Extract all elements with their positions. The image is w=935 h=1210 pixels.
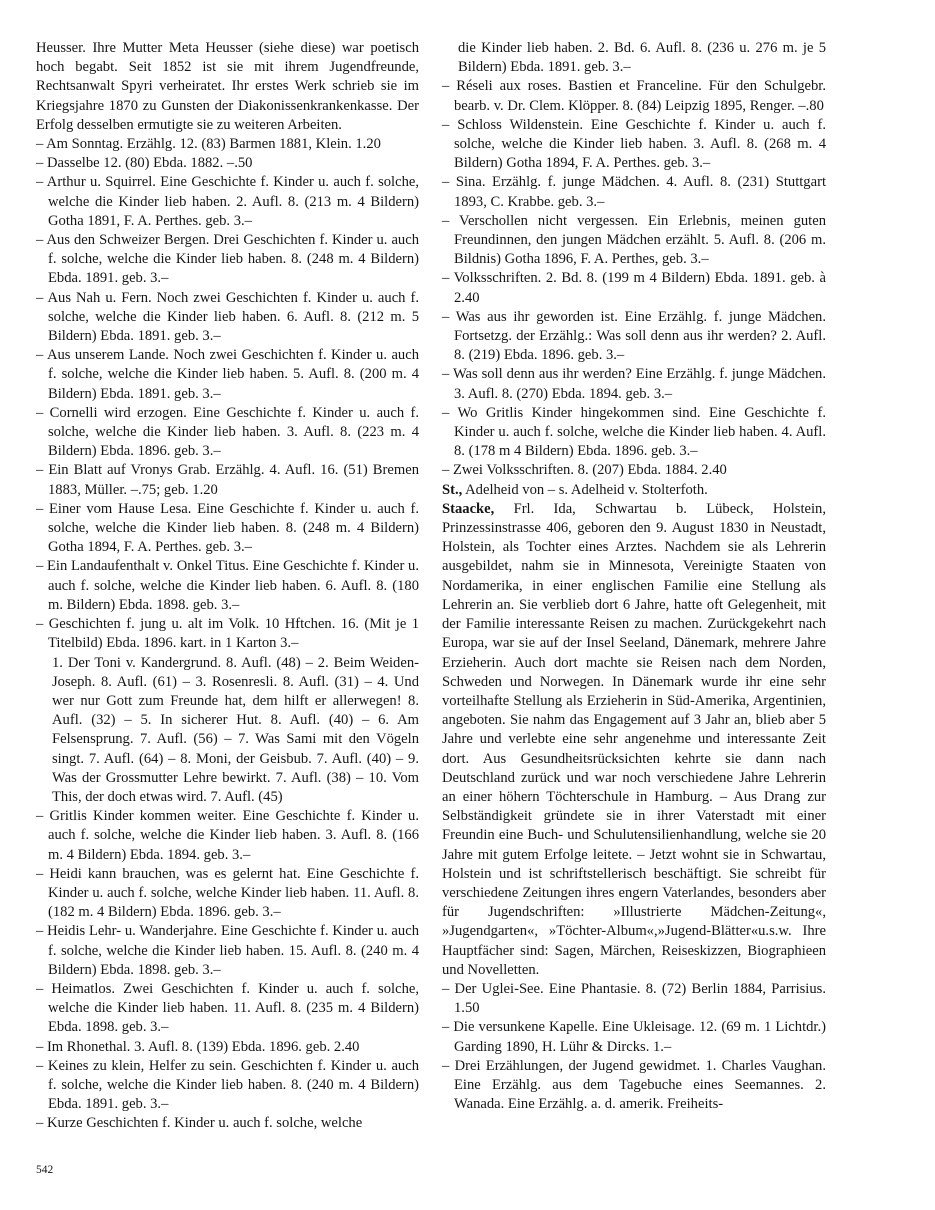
bibliography-entry: – Heimatlos. Zwei Geschichten f. Kinder u. auch f. solche, welche die Kinder lieb haben. 11. Aufl. 8. (235 m. 4 Bildern) Ebda. 1898. geb. 3.– [36,980,419,1036]
cross-reference-entry [442,481,826,500]
bibliography-entry: – Arthur u. Squirrel. Eine Geschichte f. Kinder u. auch f. solche, welche die Kinder lieb haben. 2. Aufl. 8. (213 m. 4 Bildern) Gotha 1891, F. A. Perthes. geb. 3.– [36,174,419,229]
bibliography-entry: – Heidis Lehr- u. Wanderjahre. Eine Geschichte f. Kinder u. auch f. solche, welche die Kinder lieb haben. 15. Aufl. 8. (240 m. 4 Bildern) Ebda. 1898. geb. 3.– [36,923,419,978]
series-contents-list: 1. Der Toni v. Kandergrund. 8. Aufl. (48) – 2. Beim Weiden-Joseph. 8. Aufl. (61) – 3. Rosenresli. 8. Aufl. (31) – 4. Und wer nur Gott zum Freunde hat, dem hilft er allerwegen! 8. Aufl. (32) – 5. In sicherer Hut. 8. Aufl. (40) – 6. Am Felsensprung. 7. Aufl. (56) – 7. Was Sami mit den Vögeln singt. 7. Aufl. (64) – 8. Moni, der Geisbub. 7. Aufl. (40) – 9. Was der Grossmutter Lehre bewirkt. 7. Aufl. (38) – 10. Vom This, der doch etwas wird. 7. Aufl. (45) [52,654,419,805]
biography-continuation: Heusser. Ihre Mutter Meta Heusser (siehe diese) war poetisch hoch begabt. Seit 1852 ist sie mit ihrem Jugendfreunde, Rechtsanwalt Spyri verheiratet. Ihr erstes Werk schrieb sie im Kriegsjahre 1870 zu Gunsten der Diakonissenkrankenkasse. Der Erfolg desselben ermutigte sie zu weiteren Arbeiten. [36,40,419,133]
bibliography-entry: – Aus Nah u. Fern. Noch zwei Geschichten f. Kinder u. auch f. solche, welche die Kinder lieb haben. 6. Aufl. 8. (212 m. 5 Bildern) Ebda. 1891. geb. 3.– [36,289,419,345]
bibliography-entry: – Einer vom Hause Lesa. Eine Geschichte f. Kinder u. auch f. solche, welche die Kinder lieb haben. 8. (248 m. 4 Bildern) Gotha 1894, F. A. Perthes. geb. 3.– [36,500,419,556]
bibliography-entry: – Aus den Schweizer Bergen. Drei Geschichten f. Kinder u. auch f. solche, welche die Kinder lieb haben. 8. (248 m. 4 Bildern) Ebda. 1891. geb. 3.– [36,232,419,287]
bibliography-entry: – Cornelli wird erzogen. Eine Geschichte f. Kinder u. auch f. solche, welche die Kinder lieb haben. 3. Aufl. 8. (223 m. 4 Bildern) Ebda. 1896. geb. 3.– [36,404,419,460]
bibliography-entry: – Réseli aux roses. Bastien et Franceline. Für den Schulgebr. bearb. v. Dr. Clem. Klöpper. 8. (84) Leipzig 1895, Renger. –.80 [442,78,826,114]
bibliography-entry: – Ein Landaufenthalt v. Onkel Titus. Eine Geschichte f. Kinder u. auch f. solche, welche die Kinder lieb haben. 6. Aufl. 8. (180 m. Bildern) Ebda. 1898. geb. 3.– [36,558,419,613]
right-column [442,39,826,1114]
entry-heading: Staacke, [442,500,495,517]
bibliography-entry: – Aus unserem Lande. Noch zwei Geschichten f. Kinder u. auch f. solche, welche die Kinder lieb haben. 5. Aufl. 8. (200 m. 4 Bildern) Ebda. 1891. geb. 3.– [36,347,419,402]
bibliography-entry: – Der Uglei-See. Eine Phantasie. 8. (72) Berlin 1884, Parrisius. 1.50 [442,980,826,1017]
bibliography-entry: – Verschollen nicht vergessen. Ein Erlebnis, meinen guten Freundinnen, den jungen Mädchen erzählt. 5. Aufl. 8. (206 m. Bildnis) Gotha 1896, F. A. Perthes, geb. 3.– [442,212,826,268]
bibliography-entry: – Drei Erzählungen, der Jugend gewidmet. 1. Charles Vaughan. Eine Erzählg. aus dem Tagebuche eines Seemannes. 2. Wanada. Eine Erzählg. a. d. amerik. Freiheits- [442,1057,826,1113]
bibliography-entry: – Gritlis Kinder kommen weiter. Eine Geschichte f. Kinder u. auch f. solche, welche die Kinder lieb haben. 3. Aufl. 8. (166 m. 4 Bildern) Ebda. 1894. geb. 3.– [36,808,419,863]
bibliography-entry: – Was aus ihr geworden ist. Eine Erzählg. f. junge Mädchen. Fortsetzg. der Erzählg.: Was soll denn aus ihr werden? 2. Aufl. 8. (219) Ebda. 1896. geb. 3.– [442,308,826,364]
left-column [36,39,419,1134]
bibliography-entry: – Wo Gritlis Kinder hingekommen sind. Eine Geschichte f. Kinder u. auch f. solche, welche die Kinder lieb haben. 4. Aufl. 8. (178 m 4 Bildern) Ebda. 1896. geb. 3.– [442,404,826,460]
bibliography-entry: – Keines zu klein, Helfer zu sein. Geschichten f. Kinder u. auch f. solche, welche die Kinder lieb haben. 8. (240 m. 4 Bildern) Ebda. 1891. geb. 3.– [36,1057,419,1113]
entry-heading: St., [442,481,463,498]
bibliography-entry: – Zwei Volksschriften. 8. (207) Ebda. 1884. 2.40 [442,462,727,479]
bibliography-entry: – Ein Blatt auf Vronys Grab. Erzählg. 4. Aufl. 16. (51) Bremen 1883, Müller. –.75; geb. 1.20 [36,462,419,498]
bibliography-entry: – Geschichten f. jung u. alt im Volk. 10 Hftchen. 16. (Mit je 1 Titelbild) Ebda. 1896. kart. in 1 Karton 3.– [36,616,419,652]
bibliography-entry: – Am Sonntag. Erzählg. 12. (83) Barmen 1881, Klein. 1.20 [36,136,381,153]
page-number: 542 [36,1164,54,1176]
bibliography-entry: – Heidi kann brauchen, was es gelernt hat. Eine Geschichte f. Kinder u. auch f. solche, welche Kinder lieb haben. 11. Aufl. 8. (182 m. 4 Bildern) Ebda. 1896. geb. 3.– [36,865,419,921]
entry-continuation: die Kinder lieb haben. 2. Bd. 6. Aufl. 8. (236 u. 276 m. je 5 Bildern) Ebda. 1891. geb. 3.– [458,40,826,76]
bibliography-entry: – Kurze Geschichten f. Kinder u. auch f. solche, welche [36,1115,363,1132]
bibliography-entry: – Schloss Wildenstein. Eine Geschichte f. Kinder u. auch f. solche, welche die Kinder lieb haben. 3. Aufl. 8. (268 m. 4 Bildern) Gotha 1894, F. A. Perthes. geb. 3.– [442,116,826,172]
bibliography-entry: – Im Rhonethal. 3. Aufl. 8. (139) Ebda. 1896. geb. 2.40 [36,1038,360,1055]
bibliography-entry: – Was soll denn aus ihr werden? Eine Erzählg. f. junge Mädchen. 3. Aufl. 8. (270) Ebda. 1894. geb. 3.– [442,366,826,402]
bibliography-entry: – Die versunkene Kapelle. Eine Ukleisage. 12. (69 m. 1 Lichtdr.) Garding 1890, H. Lühr & Dircks. 1.– [442,1019,826,1055]
entry-text: Adelheid von – s. Adelheid v. Stolterfoth. [462,481,708,498]
bibliography-entry: – Dasselbe 12. (80) Ebda. 1882. –.50 [36,155,253,172]
entry-text: Frl. Ida, Schwartau b. Lübeck, Holstein, Prinzessinstrasse 406, geboren den 9. August 1830 in Neustadt, Holstein, als Tochter eines Arztes. Nachdem sie als Lehrerin ausgebildet, nahm sie in Minnesota, Vereinigte Staaten von Nordamerika, in einer englischen Familie eine Stellung als Lehrerin an. Sie verblieb dort 6 Jahre, hatte oft Gelegenheit, mit der Familie interessante Reisen zu machen. Zurückgekehrt nach Europa, war sie auf der Insel Seeland, Dänemark, mehrere Jahre Erzieherin. Auch dort machte sie Reisen nach dem Norden, Schweden und Norwegen. In Dänemark wurde ihr eine sehr vorteilhafte Stellung als Erzieherin in Süd-Amerika, Argentinien, angeboten. Sie nahm das Engagement auf 3 Jahr an, blieb aber 5 Jahre und verlebte eine sehr angenehme und interessante Zeit dort. Aus Gesundheitsrücksichten kehrte sie dann nach Deutschland zurück und war noch verschiedene Jahre Lehrerin an einer höhern Töchterschule in Hamburg. – Aus Drang zur Selbständigkeit gründete sie in ihrer Vaterstadt mit einer Freundin eine Buch- und Schulutensilienhandlung, welche sie 20 Jahre mit gutem Erfolge leitete. – Jetzt wohnt sie in Schwartau, Holstein und ist schriftstellerisch beschäftigt. Sie schreibt für verschiedene Zeitungen ihres engern Vaterlandes, besonders aber für Jugendschriften: »Illustrierte Mädchen-Zeitung«, »Jugendgarten«, »Töchter-Album«,»Jugend-Blätter«u.s.w. Ihre Hauptfächer sind: Sagen, Märchen, Reiseskizzen, Biographieen und Novelletten. [442,500,826,978]
bibliography-entry: – Volksschriften. 2. Bd. 8. (199 m 4 Bildern) Ebda. 1891. geb. à 2.40 [442,270,826,306]
bibliography-entry: – Sina. Erzählg. f. junge Mädchen. 4. Aufl. 8. (231) Stuttgart 1893, C. Krabbe. geb. 3.– [442,174,826,210]
author-biography [442,500,826,980]
